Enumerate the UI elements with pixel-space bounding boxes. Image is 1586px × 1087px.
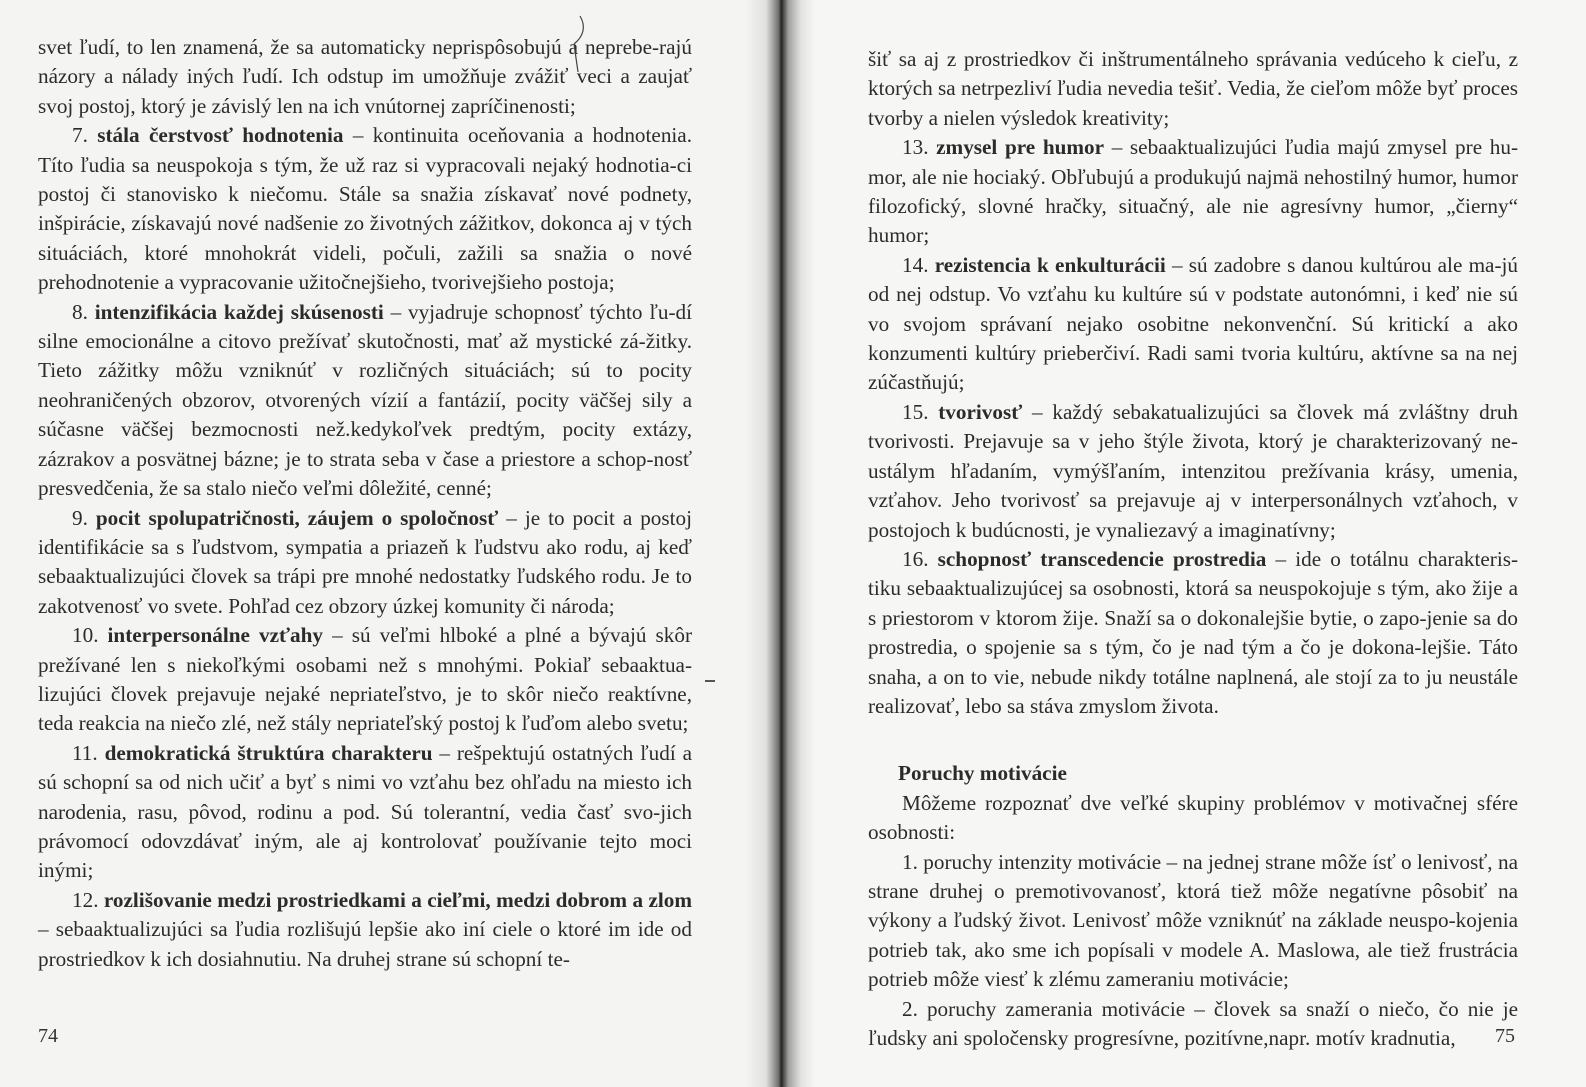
page-number-left: 74 <box>38 1025 58 1047</box>
item-number: 7. <box>72 123 88 148</box>
item-text: – sú veľmi hlboké a plné a bývajú skôr prežívané len s niekoľkými osobami než s mnohými. Pokiaľ sebaaktua-lizujúci človek prejavuje nejaké nepriateľstvo, je to skôr niečo reaktívne, teda reakcia na niečo zlé, než stály nepriateľský postoj k ľuďom alebo svetu; <box>38 623 693 736</box>
item-term: rozlišovanie medzi prostriedkami a cieľmi, medzi dobrom a zlom <box>103 887 693 912</box>
item-number: 10. <box>72 623 99 648</box>
left-page-text <box>38 33 692 974</box>
item-text: – sebaaktualizujúci sa ľudia rozlišujú lepšie ako iní ciele o ktoré im ide od prostriedkov k ich dosiahnutiu. Na druhej strane sú schopní te- <box>38 917 692 971</box>
item-number: 13. <box>902 135 929 160</box>
list-item <box>38 886 692 974</box>
left-page <box>0 0 770 1087</box>
item-text: – každý sebakatualizujúci sa človek má zvláštny druh tvorivosti. Prejavuje sa v jeho štýle života, ktorý je charakterizovaný ne-ustálym hľadaním, vymýšľaním, intenzitou prežívania krásy, umenia, vzťahov. Jeho tvorivosť sa prejavuje aj v interpersonálnych vzťahoch, v postojoch k budúcnosti, je vynaliezavý a imaginatívny; <box>868 399 1519 542</box>
item-term: rezistencia k enkulturácii <box>934 252 1166 277</box>
item-term: demokratická štruktúra charakteru <box>104 740 433 765</box>
page-number-right: 75 <box>1495 1025 1515 1047</box>
section-heading: Poruchy motivácie <box>898 761 1067 786</box>
list-item <box>868 251 1518 398</box>
list-item <box>868 398 1518 545</box>
left-intro-paragraph: svet ľudí, to len znamená, že sa automaticky neprispôsobujú a neprebe-rajú názory a nálady iných ľudí. Ich odstup im umožňuje zvážiť veci a zaujať svoj postoj, ktorý je závislý len na ich vnútornej zapríčinenosti; <box>38 35 692 118</box>
list-item <box>38 621 692 739</box>
item-number: 14. <box>902 252 929 277</box>
book-gutter-shadow <box>745 0 815 1087</box>
right-intro-paragraph: šiť sa aj z prostriedkov či inštrumentálneho správania vedúceho k cieľu, z ktorých sa netrpezliví ľudia nevedia tešiť. Vedia, že cieľom môže byť proces tvorby a nielen výsledok kreativity; <box>868 47 1518 130</box>
item-number: 9. <box>72 505 88 530</box>
item-text: – ide o totálnu charakteris-tiku sebaaktualizujúcej sa osobnosti, ktorá sa neuspokojuje s tým, ako žije a s priestorom v ktorom žije. Snaží sa o dokonalejšie bytie, o zapo-jenie sa do prostredia, o spojenie sa s tým, čo je nad tým a čo je dokona-lejšie. Táto snaha, a on to vie, nebude nikdy totálne naplnená, ale stojí za to ju neustále realizovať, lebo sa stáva zmyslom života. <box>868 546 1519 718</box>
list-item <box>38 298 692 504</box>
item-term: interpersonálne vzťahy <box>107 623 324 648</box>
item-text: – vyjadruje schopnosť týchto ľu-dí silne emocionálne a citovo prežívať skutočnosti, mať až mystické zá-žitky. Tieto zážitky môžu vzniknúť v rozličných situáciách; sú to pocity neohraničených obzorov, otvorených vízií a fantázií, pocity väčšej sily a súčasne väčšej bezmocnosti než.kedykoľvek predtým, pocity extázy, zázrakov a posvätnej bázne; je to strata seba v čase a priestore a schop-nosť presvedčenia, že sa stalo niečo veľmi dôležité, cenné; <box>38 299 693 501</box>
disorder-item: 2. poruchy zamerania motivácie – človek sa snaží o niečo, čo nie je ľudsky ani spoločensky progresívne, pozitívne,napr. motív kradnutia, <box>868 996 1518 1050</box>
list-item <box>868 133 1518 251</box>
item-text: – kontinuita oceňovania a hodnotenia. Títo ľudia sa neuspokoja s tým, že už raz si vypracovali nejaký hodnotia-ci postoj či stanovisko k niečomu. Stále sa snažia získavať nové podnety, inšpirácie, získavajú nové nadšenie zo životných zážitkov, dokonca aj v tých situáciách, ktoré mnohokrát videli, počuli, zažili sa snažia o nové prehodnotenie a vypracovanie užitočnejšieho, tvorivejšieho postoja; <box>38 123 692 295</box>
item-number: 15. <box>902 399 929 424</box>
item-term: zmysel pre humor <box>936 135 1105 160</box>
item-text: – sebaaktualizujúci ľudia majú zmysel pre hu-mor, ale nie hociaký. Obľubujú a produkujú najmä nehostilný humor, humor filozofický, slovné hračky, situačný, ale nie agresívny humor, „čierny“ humor; <box>868 135 1519 248</box>
item-term: tvorivosť <box>938 399 1023 424</box>
list-item <box>868 545 1518 721</box>
list-item <box>38 121 692 297</box>
list-item <box>38 739 692 886</box>
item-text: – sú zadobre s danou kultúrou ale ma-jú od nej odstup. Vo vzťahu ku kultúre sú v podstate autonómni, i keď nie sú vo svojom správaní nejako osobitne nekonvenční. Sú kritickí a ako konzumenti kultúry prieberčiví. Radi sami tvoria kultúru, aktívne sa na nej zúčastňujú; <box>868 252 1519 395</box>
item-text: – je to pocit a postoj identifikácie sa s ľudstvom, sympatia a priazeň k ľudstvu ako rodu, aj keď sebaaktualizujúci človek sa trápi pre mnohé nedostatky ľudského rodu. Je to zakotvenosť vo svete. Pohľad cez obzory úzkej komunity či národa; <box>38 505 693 618</box>
disorder-item: 1. poruchy intenzity motivácie – na jednej strane môže ísť o lenivosť, na strane druhej o premotivovanosť, ktorá tiež môže negatívne pôsobiť na výkony a ľudský život. Lenivosť môže vzniknúť na základe neuspo-kojenia potrieb tak, ako sme ich popísali v modele A. Maslowa, ale tiež frustrácia potrieb môže viesť k zlému zameraniu motivácie; <box>868 849 1518 992</box>
pen-annotation-mark <box>560 14 590 74</box>
item-number: 12. <box>72 887 99 912</box>
section-intro-paragraph: Môžeme rozpoznať dve veľké skupiny problémov v motivačnej sfére osobnosti: <box>868 790 1518 845</box>
item-term: stála čerstvosť hodnotenia <box>97 123 344 148</box>
item-number: 16. <box>902 546 929 571</box>
item-number: 8. <box>72 299 88 324</box>
right-page-text <box>868 45 1518 1053</box>
item-text: – rešpektujú ostatných ľudí a sú schopní sa od nich učiť a byť s nimi vo vzťahu bez ohľadu na miesto ich narodenia, rasu, pôvod, rodinu a pod. Sú tolerantní, vedia časť svo-jich právomocí odovzdávať iným, ale aj kontrolovať používanie tejto moci inými; <box>38 740 693 883</box>
item-term: pocit spolupatričnosti, záujem o spoločnosť <box>95 505 499 530</box>
item-number: 11. <box>72 740 98 765</box>
list-item <box>38 504 692 622</box>
margin-dash-mark <box>705 680 715 682</box>
item-term: schopnosť transcedencie prostredia <box>937 546 1267 571</box>
item-term: intenzifikácia každej skúsenosti <box>94 299 384 324</box>
